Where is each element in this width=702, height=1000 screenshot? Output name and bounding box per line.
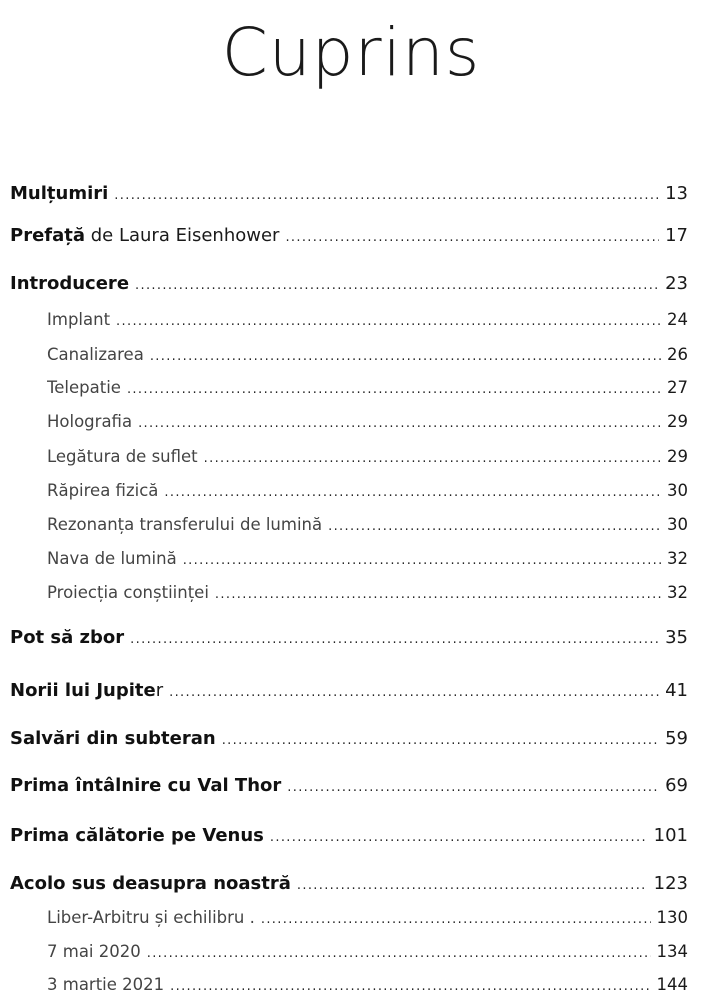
toc-entry-title-text: 3 martie 2021 (47, 975, 165, 994)
toc-entry-title-bold: Introducere (10, 273, 130, 294)
dot-leader (127, 382, 661, 397)
toc-page-number: 101 (653, 825, 688, 846)
toc-entry-title (10, 183, 108, 204)
dot-leader (170, 979, 650, 994)
toc-entry-title (10, 728, 216, 749)
toc-section-entry[interactable] (47, 942, 688, 961)
toc-section-entry[interactable] (47, 378, 688, 397)
toc-entry-title (47, 515, 322, 534)
toc-page-number: 27 (667, 378, 688, 397)
toc-entry-title (47, 549, 177, 568)
dot-leader (328, 519, 661, 534)
toc-chapter-entry[interactable] (10, 680, 688, 701)
dot-leader (297, 878, 648, 893)
toc-page-number: 35 (665, 627, 688, 648)
toc-entry-title-text: Holografia (47, 412, 133, 431)
toc-page-number: 130 (656, 908, 688, 927)
dot-leader (164, 485, 661, 500)
toc-page-number: 134 (656, 942, 688, 961)
toc-entry-title-text: Nava de lumină (47, 549, 177, 568)
toc-entry-title-text: Liber-Arbitru și echilibru . (47, 908, 255, 927)
toc-entry-title (10, 873, 291, 894)
toc-section-entry[interactable] (47, 515, 688, 534)
dot-leader (150, 349, 661, 364)
toc-section-entry[interactable] (47, 975, 688, 994)
dot-leader (261, 912, 651, 927)
toc-page-number: 30 (667, 481, 688, 500)
toc-entry-title-text: Implant (47, 310, 111, 329)
toc-chapter-entry[interactable] (10, 873, 688, 894)
toc-entry-title-text: Proiecția conștiinței (47, 583, 209, 602)
dot-leader (215, 587, 661, 602)
dot-leader (222, 733, 659, 748)
toc-page-number: 144 (656, 975, 688, 994)
toc-page-number: 26 (667, 345, 688, 364)
toc-entry-title (10, 627, 124, 648)
toc-entry-title-text: Legătura de suflet (47, 447, 198, 466)
toc-entry-title-bold: Mulțumiri (10, 183, 109, 204)
toc-entry-title-bold: Norii lui Jupite (10, 680, 156, 701)
toc-page-number: 32 (667, 549, 688, 568)
toc-entry-title (10, 775, 281, 796)
dot-leader (135, 278, 659, 293)
toc-entry-title-bold: Acolo sus deasupra noastră (10, 873, 291, 894)
toc-section-entry[interactable] (47, 481, 688, 500)
toc-entry-title-bold: Prefață (10, 225, 86, 246)
toc-entry-title-bold: Salvări din subteran (10, 728, 216, 749)
toc-entry-title-text: Telepatie (47, 378, 121, 397)
dot-leader (270, 830, 648, 845)
dot-leader (285, 230, 659, 245)
toc-section-entry[interactable] (47, 345, 688, 364)
toc-entry-title (47, 447, 198, 466)
toc-entry-title (47, 481, 158, 500)
toc-entry-title (47, 412, 132, 431)
toc-section-entry[interactable] (47, 447, 688, 466)
dot-leader (114, 188, 659, 203)
toc-entry-title-text: Răpirea fizică (47, 481, 159, 500)
toc-entry-title (47, 975, 164, 994)
page-title: Cuprins (221, 14, 481, 91)
toc-chapter-entry[interactable] (10, 775, 688, 796)
toc-entry-title-text: 7 mai 2020 (47, 942, 141, 961)
toc-entry-title-text: r (155, 680, 164, 701)
toc-entry-title (47, 908, 255, 927)
toc-page-number: 29 (667, 412, 688, 431)
toc-entry-title (47, 942, 141, 961)
dot-leader (183, 553, 661, 568)
toc-page-number: 69 (665, 775, 688, 796)
toc-entry-title-text: Canalizarea (47, 345, 144, 364)
dot-leader (116, 314, 661, 329)
toc-entry-title (47, 310, 110, 329)
toc-section-entry[interactable] (47, 310, 688, 329)
toc-page-number: 24 (667, 310, 688, 329)
toc-chapter-entry[interactable] (10, 225, 688, 246)
toc-entry-title (47, 378, 121, 397)
toc-entry-title-text: de Laura Eisenhower (85, 225, 280, 246)
toc-section-entry[interactable] (47, 583, 688, 602)
toc-page-number: 32 (667, 583, 688, 602)
dot-leader (138, 416, 661, 431)
toc-section-entry[interactable] (47, 908, 688, 927)
dot-leader (287, 780, 659, 795)
toc-page-number: 17 (665, 225, 688, 246)
dot-leader (169, 685, 659, 700)
toc-chapter-entry[interactable] (10, 627, 688, 648)
toc-entry-title (10, 680, 163, 701)
toc-page-number: 123 (653, 873, 688, 894)
toc-chapter-entry[interactable] (10, 273, 688, 294)
toc-entry-title-bold: Pot să zbor (10, 627, 125, 648)
toc-page-number: 23 (665, 273, 688, 294)
toc-section-entry[interactable] (47, 412, 688, 431)
toc-page-number: 59 (665, 728, 688, 749)
toc-page-number: 41 (665, 680, 688, 701)
dot-leader (204, 451, 661, 466)
toc-entry-title-bold: Prima întâlnire cu Val Thor (10, 775, 282, 796)
toc-entry-title (47, 583, 209, 602)
toc-entry-title-text: Rezonanța transferului de lumină (47, 515, 323, 534)
toc-page-number: 30 (667, 515, 688, 534)
toc-chapter-entry[interactable] (10, 183, 688, 204)
toc-entry-title (10, 225, 279, 246)
dot-leader (147, 946, 651, 961)
toc-chapter-entry[interactable] (10, 825, 688, 846)
dot-leader (130, 632, 659, 647)
toc-page-number: 13 (665, 183, 688, 204)
toc-entry-title-bold: Prima călătorie pe Venus (10, 825, 264, 846)
toc-section-entry[interactable] (47, 549, 688, 568)
toc-page-number: 29 (667, 447, 688, 466)
toc-chapter-entry[interactable] (10, 728, 688, 749)
toc-entry-title (47, 345, 144, 364)
toc-entry-title (10, 825, 264, 846)
toc-entry-title (10, 273, 129, 294)
